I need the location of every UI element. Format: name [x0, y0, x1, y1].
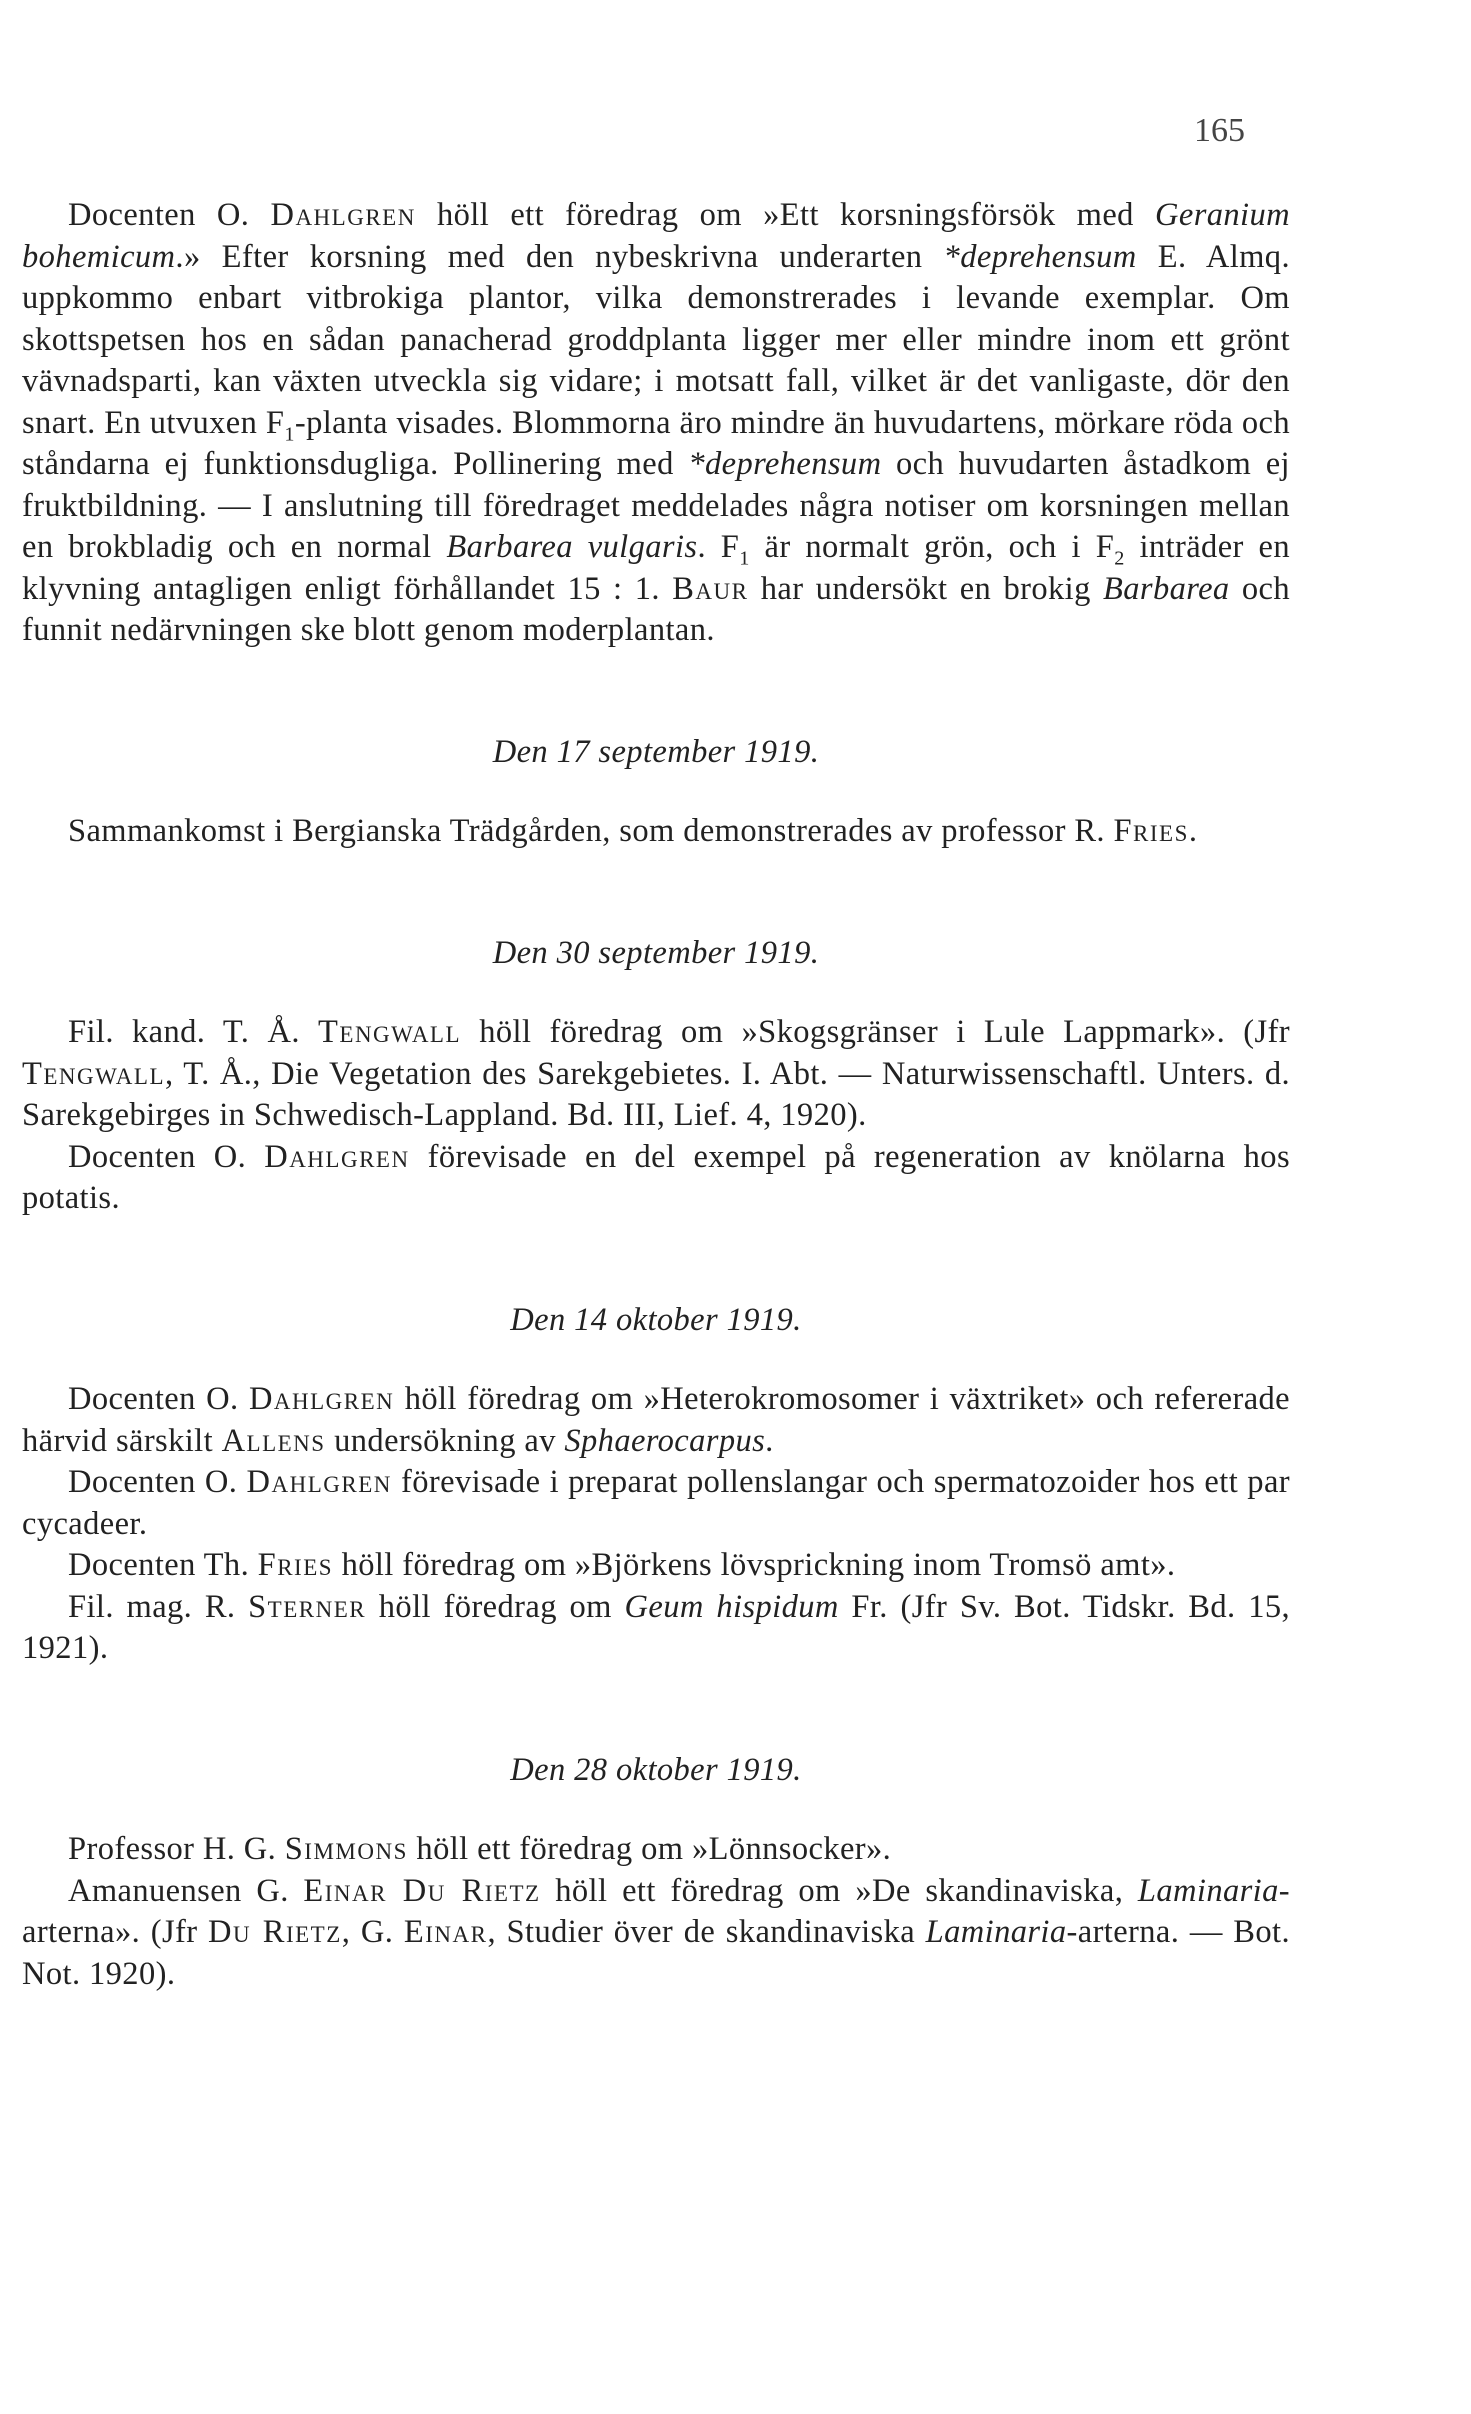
person-name: Einar Du Rietz: [303, 1872, 541, 1909]
text-run: höll föredrag om »Skogsgränser i Lule Lappmark». (Jfr: [461, 1014, 1290, 1050]
text-run: Fr. (Jfr Sv. Bot. Tidskr. Bd. 15, 1921).: [22, 1588, 1291, 1666]
person-name: Dahlgren: [248, 1381, 395, 1417]
person-name: Tengwall: [318, 1014, 462, 1050]
text-run: Den 17 september 1919.: [492, 733, 820, 770]
minutes-paragraph: [22, 1871, 1290, 1996]
text-run: förevisade en del exempel på regeneration av knölarna hos potatis.: [22, 1138, 1290, 1216]
species-name: Geum hispidum: [624, 1588, 839, 1625]
text-run: , G.: [341, 1914, 404, 1950]
text-run: Den 30 september 1919.: [492, 934, 820, 971]
text-run: Docenten O.: [68, 197, 271, 233]
text-run: höll ett föredrag om »Ett korsningsförsök med: [415, 197, 1156, 233]
text-run: har undersökt en brokig: [748, 570, 1104, 607]
text-run: Den 14 oktober 1919.: [510, 1301, 802, 1338]
person-name: Dahlgren: [270, 197, 416, 233]
text-run: Fil. kand. T. Å.: [68, 1014, 319, 1050]
minutes-paragraph: [22, 1587, 1290, 1670]
minutes-paragraph: [22, 1462, 1290, 1545]
person-name: Allens: [221, 1422, 326, 1459]
text-run: inträder en klyvning antagligen enligt förhållandet 15 : 1.: [22, 529, 1291, 607]
person-name: Dahlgren: [264, 1138, 410, 1175]
document-body: [22, 195, 1290, 1995]
minutes-paragraph: [22, 811, 1290, 853]
text-run: .: [765, 1422, 774, 1459]
text-run: är normalt grön, och i F: [749, 529, 1115, 565]
text-run: E. Almq. uppkommo enbart vitbrokiga plantor, vilka demonstrerades i levande exemplar. Om skottspetsen hos en sådan panacherad groddplanta ligger mer eller mindre inom ett grönt vävnadsparti, kan växten utveckla sig vidare; i motsatt fall, vilket är det vanligaste, dör den snart. En utvuxen F: [22, 238, 1290, 441]
text-run: höll föredrag om: [366, 1588, 625, 1625]
person-name: Baur: [672, 570, 749, 607]
date-heading: [22, 732, 1290, 774]
species-name: *deprehensum: [688, 446, 882, 482]
species-name: *deprehensum: [943, 238, 1137, 275]
species-name: Barbarea vulgaris: [446, 529, 698, 565]
species-name: Laminaria: [1137, 1872, 1279, 1909]
text-run: Docenten Th.: [68, 1547, 258, 1583]
person-name: Fries: [1113, 813, 1189, 849]
subscript-text: 1: [739, 547, 750, 570]
subscript-text: 1: [284, 423, 295, 445]
text-run: -planta visades. Blommorna äro mindre än huvudartens, mörkare röda och ståndarna ej funktionsdugliga. Pollinering med: [22, 404, 1290, 482]
species-name: Geranium bohemicum: [22, 197, 1291, 275]
text-run: undersökning av: [325, 1422, 565, 1459]
species-name: Laminaria: [925, 1914, 1067, 1950]
text-run: höll ett föredrag om »Lönnsocker».: [407, 1831, 892, 1867]
person-name: Simmons: [284, 1831, 408, 1867]
text-run: .: [1188, 813, 1198, 849]
text-run: Fil. mag. R.: [68, 1588, 249, 1625]
text-run: -arterna». (Jfr: [22, 1872, 1290, 1950]
species-name: Sphaerocarpus: [564, 1422, 766, 1459]
date-heading: [22, 933, 1290, 975]
minutes-paragraph: [22, 1545, 1290, 1587]
person-name: Du Rietz: [208, 1914, 342, 1950]
text-run: höll föredrag om »Björkens lövsprickning inom Tromsö amt».: [333, 1547, 1176, 1583]
minutes-paragraph: [22, 1379, 1290, 1462]
minutes-paragraph: [22, 195, 1290, 652]
text-run: -arterna. — Bot. Not. 1920).: [22, 1914, 1290, 1992]
minutes-paragraph: [22, 1012, 1290, 1137]
text-run: och huvudarten åstadkom ej fruktbildning. — I anslutning till föredraget meddelades några notiser om korsningen mellan en brokbladig och en normal: [22, 446, 1290, 565]
text-run: Den 28 oktober 1919.: [510, 1751, 802, 1788]
minutes-paragraph: [22, 1829, 1290, 1871]
species-name: Barbarea: [1103, 570, 1230, 607]
text-run: höll föredrag om »Heterokromosomer i växtriket» och refererade härvid särskilt: [22, 1381, 1290, 1459]
text-run: förevisade i preparat pollenslangar och spermatozoider hos ett par cycadeer.: [22, 1464, 1291, 1542]
text-run: Docenten O.: [68, 1381, 249, 1417]
date-heading: [22, 1750, 1290, 1792]
person-name: Einar: [403, 1914, 488, 1950]
text-run: . F: [697, 529, 740, 565]
person-name: Dahlgren: [246, 1464, 392, 1500]
text-run: och funnit nedärvningen ske blott genom moderplantan.: [22, 570, 1290, 648]
person-name: Fries: [257, 1547, 334, 1583]
text-run: Docenten O.: [68, 1138, 265, 1175]
person-name: Tengwall: [22, 1055, 165, 1092]
minutes-paragraph: [22, 1137, 1290, 1220]
subscript-text: 2: [1114, 547, 1125, 570]
text-run: Docenten O.: [68, 1464, 247, 1500]
date-heading: [22, 1300, 1290, 1342]
text-run: , Studier över de skandinaviska: [487, 1914, 926, 1950]
person-name: Sterner: [248, 1588, 367, 1625]
text-run: höll ett föredrag om »De skandinaviska,: [540, 1872, 1138, 1909]
text-run: Professor H. G.: [68, 1831, 285, 1867]
text-run: , T. Å., Die Vegetation des Sarekgebietes. I. Abt. — Naturwissenschaftl. Unters. d. Sarekgebirges in Schwedisch-Lappland. Bd. III, Lief. 4, 1920).: [22, 1055, 1290, 1133]
page-number: 165: [1194, 112, 1245, 149]
text-run: Amanuensen G.: [68, 1872, 304, 1909]
text-run: Sammankomst i Bergianska Trädgården, som demonstrerades av professor R.: [68, 813, 1114, 849]
text-run: .» Efter korsning med den nybeskrivna underarten: [175, 238, 944, 275]
